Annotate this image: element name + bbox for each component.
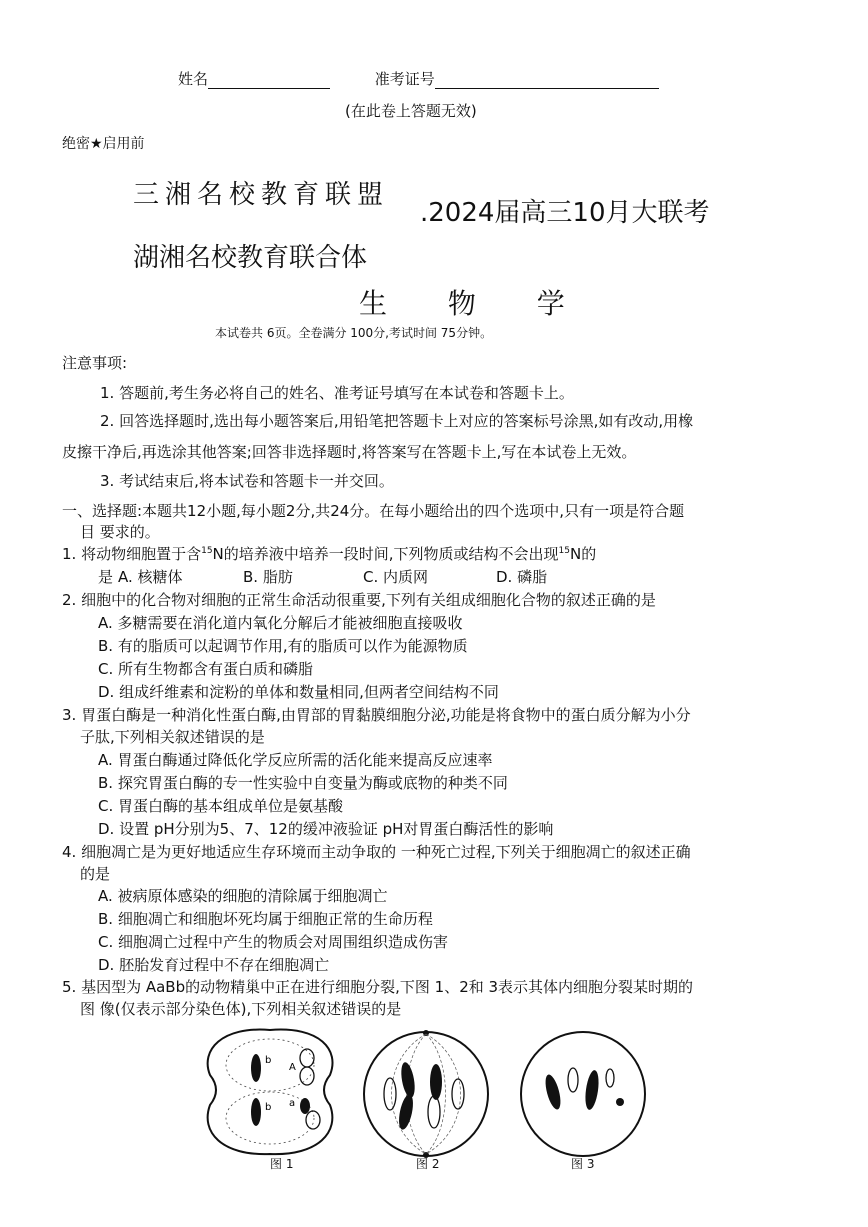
org-name-1: 三湘名校教育联盟 [133, 180, 390, 210]
question-4-stem: 4. 细胞凋亡是为更好地适应生存环境而主动争取的 一种死亡过程,下列关于细胞凋亡的叙述正确 [62, 843, 691, 861]
q1-stem-part: N的培养液中培养一段时间,下列物质或结构不会出现 [212, 545, 559, 563]
subject-title: 生 物 学 [359, 287, 591, 320]
question-3-stem: 3. 胃蛋白酶是一种消化性蛋白酶,由胃部的胃黏膜细胞分泌,功能是将食物中的蛋白质分解为小分 [62, 706, 691, 724]
q3-option-a[interactable]: A. 胃蛋白酶通过降低化学反应所需的活化能来提高反应速率 [98, 751, 493, 769]
exam-id-label: 准考证号 [374, 70, 435, 88]
question-5-stem: 5. 基因型为 AaBb的动物精巢中正在进行细胞分裂,下图 1、2和 3表示其体内细胞分裂某时期的 [62, 978, 694, 996]
figure-3-caption: 图 3 [571, 1157, 595, 1171]
q2-option-b[interactable]: B. 有的脂质可以起调节作用,有的脂质可以作为能源物质 [98, 637, 468, 655]
q3-option-c[interactable]: C. 胃蛋白酶的基本组成单位是氨基酸 [98, 797, 344, 815]
question-3-stem-cont: 子肽,下列相关叙述错误的是 [80, 728, 265, 746]
q4-option-a[interactable]: A. 被病原体感染的细胞的清除属于细胞凋亡 [98, 887, 388, 905]
name-input-line[interactable] [208, 72, 330, 89]
q2-option-a[interactable]: A. 多糖需要在消化道内氧化分解后才能被细胞直接吸收 [98, 614, 463, 632]
q4-option-b[interactable]: B. 细胞凋亡和细胞坏死均属于细胞正常的生命历程 [98, 910, 433, 928]
name-label: 姓名 [178, 70, 209, 88]
org-name-2: 湖湘名校教育联合体 [133, 243, 368, 273]
q1-stem-part: N的 [570, 545, 597, 563]
fig1-gene-A: A [289, 1062, 296, 1073]
name-field-row [178, 68, 659, 89]
exam-info: 本试卷共 6页。全卷满分 100分,考试时间 75分钟。 [215, 326, 493, 340]
question-4-stem-cont: 的是 [80, 865, 111, 883]
q4-option-c[interactable]: C. 细胞凋亡过程中产生的物质会对周围组织造成伤害 [98, 933, 449, 951]
note-2a: 2. 回答选择题时,选出每小题答案后,用铅笔把答题卡上对应的答案标号涂黑,如有改动,用橡 [100, 412, 694, 430]
secret-mark: 绝密★启用前 [62, 136, 145, 152]
q1-lead: 是 [98, 568, 114, 586]
section-1-intro-cont: 目 要求的。 [80, 523, 160, 541]
exam-title: .2024届高三10月大联考 [420, 198, 710, 228]
notes-heading: 注意事项: [62, 354, 128, 372]
figure-2-cell [364, 1030, 488, 1158]
invalid-note: (在此卷上答题无效) [345, 102, 477, 120]
exam-id-input-line[interactable] [435, 72, 659, 89]
q1-option-c[interactable]: C. 内质网 [363, 568, 429, 586]
question-5-stem-cont: 图 像(仅表示部分染色体),下列相关叙述错误的是 [80, 1000, 402, 1018]
q1-sup: 15 [201, 546, 213, 556]
section-1-intro: 一、选择题:本题共12小题,每小题2分,共24分。在每小题给出的四个选项中,只有一项是符合题 [62, 502, 685, 520]
q3-option-d[interactable]: D. 设置 pH分别为5、7、12的缓冲液验证 pH对胃蛋白酶活性的影响 [98, 820, 554, 838]
note-2b: 皮擦干净后,再选涂其他答案;回答非选择题时,将答案写在答题卡上,写在本试卷上无效。 [62, 443, 637, 461]
q1-stem-part: 1. 将动物细胞置于含 [62, 545, 202, 563]
q4-option-d[interactable]: D. 胚胎发育过程中不存在细胞凋亡 [98, 956, 330, 974]
note-1: 1. 答题前,考生务必将自己的姓名、准考证号填写在本试卷和答题卡上。 [100, 384, 574, 402]
figure-1-caption: 图 1 [270, 1157, 294, 1171]
q1-option-a[interactable]: A. 核糖体 [118, 568, 183, 586]
q1-option-d[interactable]: D. 磷脂 [496, 568, 548, 586]
q1-option-b[interactable]: B. 脂肪 [243, 568, 293, 586]
figure-3-cell [521, 1032, 645, 1156]
question-1-stem [62, 543, 596, 564]
q2-option-d[interactable]: D. 组成纤维素和淀粉的单体和数量相同,但两者空间结构不同 [98, 683, 499, 701]
note-3: 3. 考试结束后,将本试卷和答题卡一并交回。 [100, 472, 394, 490]
q3-option-b[interactable]: B. 探究胃蛋白酶的专一性实验中自变量为酶或底物的种类不同 [98, 774, 508, 792]
fig1-gene-b-upper: b [265, 1055, 272, 1066]
question-2-stem: 2. 细胞中的化合物对细胞的正常生命活动很重要,下列有关组成细胞化合物的叙述正确的是 [62, 591, 656, 609]
figure-2-caption: 图 2 [416, 1157, 440, 1171]
fig1-gene-b-lower: b [265, 1102, 272, 1113]
figure-1-cell [208, 1030, 333, 1155]
q1-sup: 15 [558, 546, 570, 556]
fig1-gene-a: a [289, 1098, 296, 1109]
q2-option-c[interactable]: C. 所有生物都含有蛋白质和磷脂 [98, 660, 314, 678]
